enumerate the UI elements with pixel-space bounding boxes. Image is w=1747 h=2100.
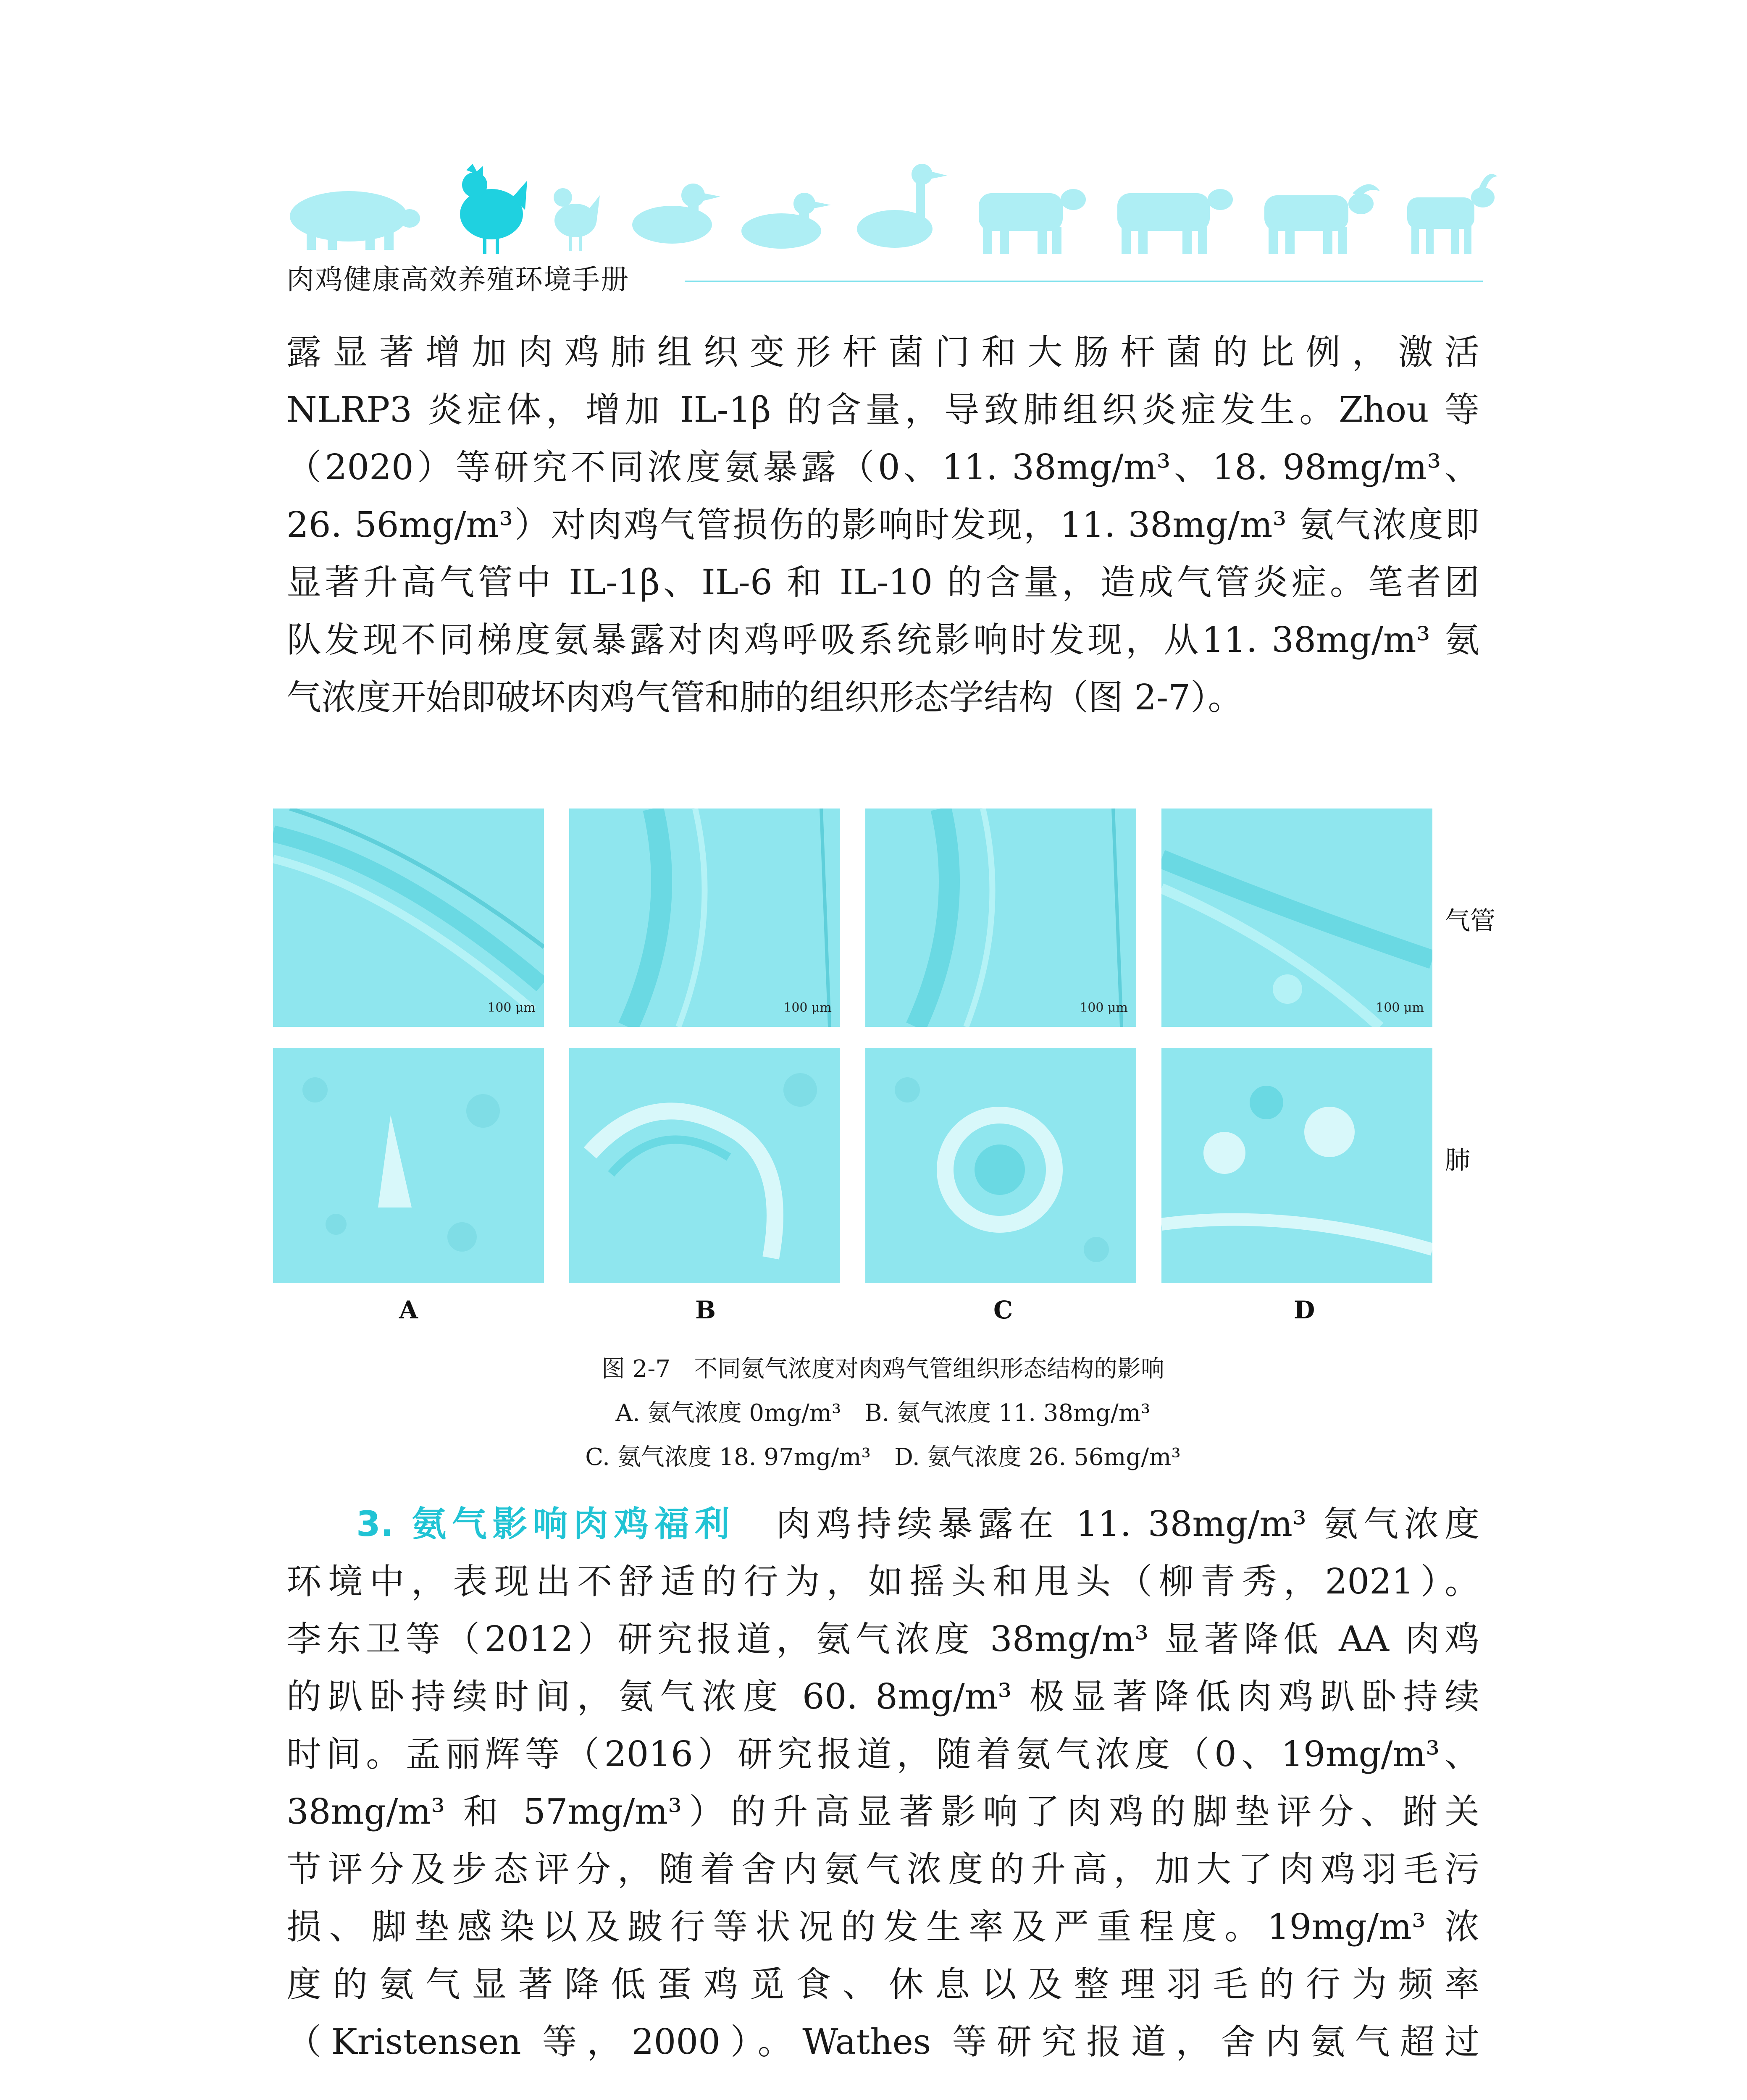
header-animal-banner	[273, 160, 1533, 260]
figure-2-7	[273, 808, 1512, 1329]
micrograph-trachea-c	[865, 808, 1136, 1027]
micrograph-trachea-d	[1161, 808, 1432, 1027]
text-line: 的趴卧持续时间，氨气浓度 60. 8mg/m³ 极显著降低肉鸡趴卧持续	[286, 1676, 1479, 1717]
text-line: 环境中，表现出不舒适的行为，如摇头和甩头（柳青秀，2021）。	[286, 1561, 1479, 1602]
scale-bar: 100 μm	[1376, 1000, 1424, 1015]
text-line: （Kristensen 等，2000）。Wathes 等研究报道，舍内氨气超过	[286, 2021, 1479, 2062]
cow-icon	[1109, 181, 1235, 256]
micrograph-lung-d	[1161, 1048, 1432, 1283]
text-line: 节评分及步态评分，随着舍内氨气浓度的升高，加大了肉鸡羽毛污	[286, 1849, 1479, 1890]
text-line: 李东卫等（2012）研究报道，氨气浓度 38mg/m³ 显著降低 AA 肉鸡	[286, 1619, 1479, 1659]
scale-bar: 100 μm	[783, 1000, 832, 1015]
cow-icon	[970, 176, 1088, 256]
hen-icon	[546, 181, 601, 252]
figure-caption-line-2: A. 氨气浓度 0mg/m³ B. 氨气浓度 11. 38mg/m³	[615, 1399, 1151, 1427]
text-line: 气浓度开始即破坏肉鸡气管和肺的组织形态学结构（图 2-7）。	[286, 677, 1243, 718]
duck-icon	[626, 176, 722, 252]
text-line: 损、脚垫感染以及跛行等状况的发生率及严重程度。19mg/m³ 浓	[286, 1906, 1479, 1947]
paragraph-1	[286, 323, 1479, 726]
scale-bar: 100 μm	[487, 1000, 536, 1015]
figure-caption-line-3: C. 氨气浓度 18. 97mg/m³ D. 氨气浓度 26. 56mg/m³	[585, 1444, 1181, 1471]
pig-icon	[281, 185, 420, 252]
buffalo-icon	[1256, 176, 1382, 256]
text-line: 38mg/m³ 和 57mg/m³）的升高显著影响了肉鸡的脚垫评分、跗关	[286, 1791, 1479, 1832]
header-divider	[685, 281, 1483, 282]
column-label-d: D	[1294, 1296, 1315, 1324]
section-heading: 3. 氨气影响肉鸡福利	[356, 1504, 736, 1544]
chicken-icon	[449, 164, 529, 256]
text-line: 显著升高气管中 IL-1β、IL-6 和 IL-10 的含量，造成气管炎症。笔者团	[286, 562, 1479, 603]
text-line: （2020）等研究不同浓度氨暴露（0、11. 38mg/m³、18. 98mg/m³、	[286, 447, 1479, 488]
text-line: 队发现不同梯度氨暴露对肉鸡呼吸系统影响时发现，从11. 38mg/m³ 氨	[286, 620, 1479, 660]
micrograph-lung-a	[273, 1048, 544, 1283]
column-label-c: C	[993, 1296, 1013, 1324]
column-label-b: B	[695, 1296, 716, 1324]
goose-icon	[853, 160, 949, 256]
section-3	[286, 1495, 1479, 2071]
figure-caption-title: 图 2-7 不同氨气浓度对肉鸡气管组织形态结构的影响	[602, 1355, 1164, 1383]
text-line: 度的氨气显著降低蛋鸡觅食、休息以及整理羽毛的行为频率	[286, 1964, 1479, 2005]
goat-icon	[1399, 168, 1500, 256]
column-label-a: A	[399, 1296, 418, 1324]
micrograph-lung-c	[865, 1048, 1136, 1283]
book-title: 肉鸡健康高效养殖环境手册	[286, 263, 629, 296]
micrograph-trachea-b	[569, 808, 840, 1027]
text-line: 26. 56mg/m³）对肉鸡气管损伤的影响时发现，11. 38mg/m³ 氨气浓度即	[286, 504, 1479, 545]
text-line: 时间。孟丽辉等（2016）研究报道，随着氨气浓度（0、19mg/m³、	[286, 1734, 1479, 1774]
row-label-lung: 肺	[1445, 1146, 1470, 1175]
row-label-trachea: 气管	[1445, 906, 1495, 936]
text-line: NLRP3 炎症体，增加 IL-1β 的含量，导致肺组织炎症发生。Zhou 等	[286, 389, 1479, 430]
duck-icon	[735, 185, 832, 256]
text-line: 露显著增加肉鸡肺组织变形杆菌门和大肠杆菌的比例，激活	[286, 332, 1479, 373]
scale-bar: 100 μm	[1080, 1000, 1128, 1015]
section-first-line	[286, 1495, 1479, 1553]
micrograph-lung-b	[569, 1048, 840, 1283]
micrograph-trachea-a	[273, 808, 544, 1027]
section-first-line-text: 肉鸡持续暴露在 11. 38mg/m³ 氨气浓度	[735, 1504, 1479, 1544]
